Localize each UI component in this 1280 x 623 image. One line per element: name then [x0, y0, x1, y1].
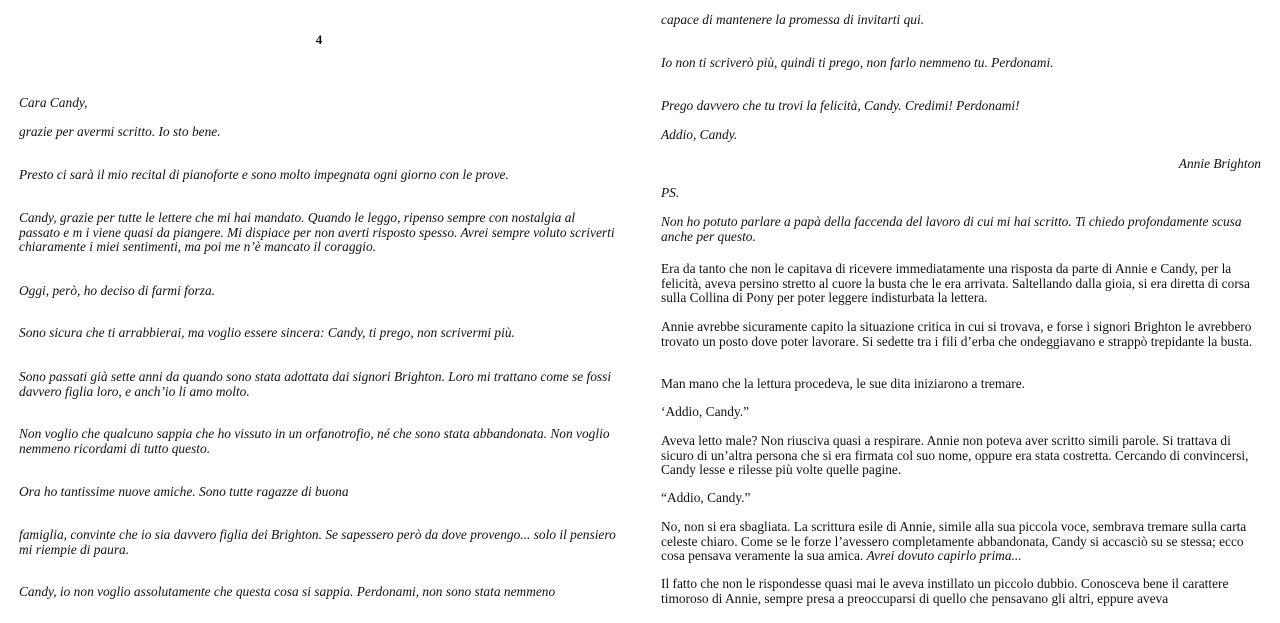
narrative-paragraph	[661, 520, 1261, 564]
letter-paragraph: Ora ho tantissime nuove amiche. Sono tutte ragazze di buona	[19, 484, 349, 499]
narrative-text: No, non si era sbagliata. La scrittura esile di Annie, simile alla sua piccola voce, sembrava tremare sulla carta celeste chiaro. Come se le forze l’avessero completamente abbandonata, Candy si accasciò su se stessa; ecco cosa pensava veramente la sua amica.	[661, 519, 1247, 563]
letter-paragraph: Io non ti scriverò più, quindi ti prego, non farlo nemmeno tu. Perdonami.	[661, 55, 1054, 70]
letter-closing: Addio, Candy.	[661, 127, 738, 142]
letter-paragraph: Sono sicura che ti arrabbierai, ma voglio essere sincera: Candy, ti prego, non scrivermi più.	[19, 325, 515, 340]
letter-paragraph: Presto ci sarà il mio recital di pianoforte e sono molto impegnata ogni giorno con le prove.	[19, 167, 509, 182]
page-number: 4	[315, 32, 323, 47]
narrative-quote: ‘Addio, Candy.”	[661, 404, 750, 419]
letter-paragraph: Oggi, però, ho deciso di farmi forza.	[19, 283, 216, 298]
narrative-italic-thought: Avrei dovuto capirlo prima...	[866, 548, 1022, 563]
letter-paragraph: Candy, grazie per tutte le lettere che mi hai mandato. Quando le leggo, ripenso sempre con nostalgia al passato e m i viene quasi da piangere. Mi dispiace per non averti risposto spesso. Avrei sempre voluto scriverti chiaramente i miei sentimenti, ma poi me n’è mancato il coraggio.	[19, 210, 615, 254]
letter-salutation: Cara Candy,	[19, 95, 88, 110]
letter-signature: Annie Brighton	[1178, 156, 1261, 171]
letter-paragraph: Candy, io non voglio assolutamente che questa cosa si sappia. Perdonami, non sono stata nemmeno	[19, 584, 556, 599]
letter-paragraph: grazie per avermi scritto. Io sto bene.	[19, 124, 221, 139]
letter-paragraph: Non voglio che qualcuno sappia che ho vissuto in un orfanotrofio, né che sono stata abbandonata. Non voglio nemmeno ricordami di tutto questo.	[19, 426, 610, 456]
postscript-text: Non ho potuto parlare a papà della faccenda del lavoro di cui mi hai scritto. Ti chiedo profondamente scusa anche per questo.	[661, 214, 1242, 244]
right-page	[661, 0, 1261, 623]
narrative-paragraph: Man mano che la lettura procedeva, le sue dita iniziarono a tremare.	[661, 376, 1025, 391]
narrative-paragraph: Aveva letto male? Non riusciva quasi a respirare. Annie non poteva aver scritto simili parole. Si trattava di sicuro di un’altra persona che si era firmata col suo nome, oppure era stata costretta. Cercando di convincersi, Candy lesse e rilesse più volte quelle pagine.	[661, 433, 1249, 477]
narrative-paragraph: Il fatto che non le rispondesse quasi mai le aveva instillato un piccolo dubbio. Conosceva bene il carattere timoroso di Annie, sempre presa a preoccuparsi di quello che pensavano gli altri, eppure aveva	[661, 576, 1229, 606]
letter-paragraph: capace di mantenere la promessa di invitarti qui.	[661, 12, 925, 27]
narrative-paragraph: Annie avrebbe sicuramente capito la situazione critica in cui si trovava, e forse i signori Brighton le avrebbero trovato un posto dove poter lavorare. Si sedette tra i fili d’erba che ondeggiavano e strappò trepidante la busta.	[661, 319, 1253, 349]
postscript-label: PS.	[661, 185, 680, 200]
letter-paragraph: Prego davvero che tu trovi la felicità, Candy. Credimi! Perdonami!	[661, 98, 1020, 113]
letter-paragraph: famiglia, convinte che io sia davvero figlia dei Brighton. Se sapessero però da dove provengo... solo il pensiero mi riempie di paura.	[19, 527, 616, 557]
narrative-quote: “Addio, Candy.”	[661, 490, 751, 505]
letter-paragraph: Sono passati già sette anni da quando sono stata adottata dai signori Brighton. Loro mi trattano come se fossi davvero figlia loro, e anch’io li amo molto.	[19, 369, 612, 399]
left-page	[19, 0, 619, 623]
narrative-paragraph: Era da tanto che non le capitava di ricevere immediatamente una risposta da parte di Annie e Candy, per la felicità, aveva persino stretto al cuore la busta che le era arrivata. Saltellando dalla gioia, si era diretta di corsa sulla Collina di Pony per poter leggere indisturbata la lettera.	[661, 261, 1250, 305]
